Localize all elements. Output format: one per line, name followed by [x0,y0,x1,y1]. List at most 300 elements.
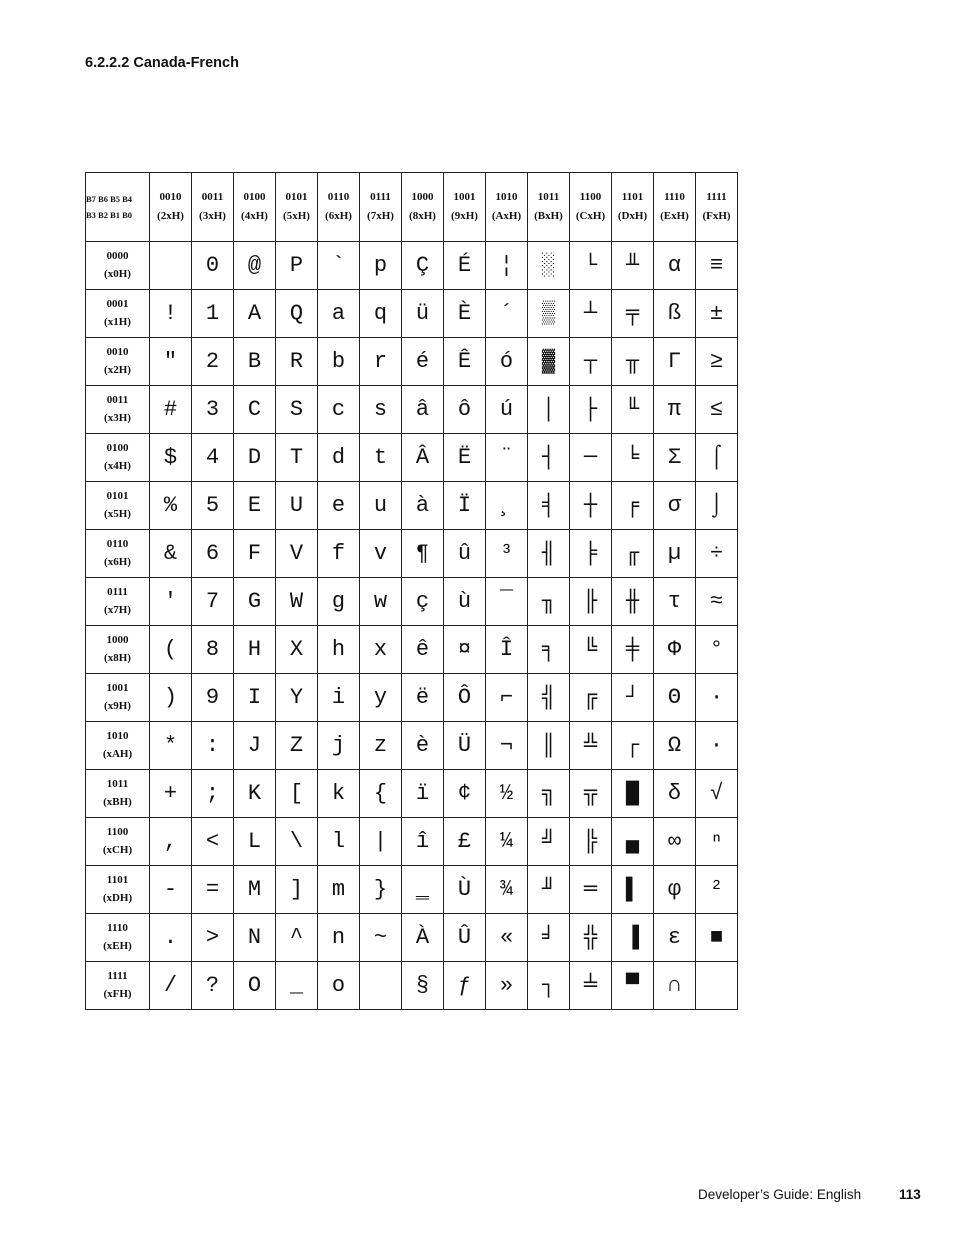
character-cell: π [654,386,696,434]
character-cell: ! [150,290,192,338]
character-cell: ╣ [528,674,570,722]
character-cell: µ [654,530,696,578]
character-cell: ? [192,962,234,1010]
character-cell: ▌ [612,866,654,914]
character-cell: s [360,386,402,434]
row-header-hex: (x9H) [104,699,131,712]
character-cell [360,962,402,1010]
character-cell: ▒ [528,290,570,338]
character-cell: ≈ [696,578,738,626]
character-cell: ç [402,578,444,626]
character-cell: m [318,866,360,914]
character-cell: d [318,434,360,482]
character-cell: ╔ [570,674,612,722]
character-cell: * [150,722,192,770]
row-header-binary: 1111 [107,969,128,982]
character-cell: C [234,386,276,434]
row-header-hex: (x5H) [104,507,131,520]
character-cell: ╒ [612,482,654,530]
character-cell: ‗ [402,866,444,914]
character-cell: p [360,242,402,290]
character-cell: ■ [696,914,738,962]
character-cell: ³ [486,530,528,578]
character-cell: Ë [444,434,486,482]
character-cell: Θ [654,674,696,722]
character-cell: j [318,722,360,770]
table-row [86,482,738,530]
character-cell: Â [402,434,444,482]
character-cell: τ [654,578,696,626]
character-cell: ´ [486,290,528,338]
column-header-hex: (CxH) [570,205,612,242]
character-cell: Q [276,290,318,338]
character-set-table [85,172,738,1010]
character-cell: φ [654,866,696,914]
character-cell: ╙ [612,386,654,434]
row-header-binary: 0111 [107,585,128,598]
column-header-binary: 0101 [276,173,318,206]
character-cell: ° [696,626,738,674]
character-cell: £ [444,818,486,866]
character-cell: ╛ [528,914,570,962]
character-cell: r [360,338,402,386]
character-cell: # [150,386,192,434]
character-cell: ∩ [654,962,696,1010]
character-cell: ╡ [528,482,570,530]
character-cell: t [360,434,402,482]
character-cell: ╬ [570,914,612,962]
column-header-binary: 1111 [696,173,738,206]
character-cell: o [318,962,360,1010]
character-cell: n [318,914,360,962]
row-header-binary: 0001 [106,297,129,310]
character-cell: « [486,914,528,962]
character-cell: ─ [570,434,612,482]
character-cell: L [234,818,276,866]
character-cell: █ [612,770,654,818]
column-header-binary: 1000 [402,173,444,206]
character-cell: ╓ [612,530,654,578]
character-cell: . [150,914,192,962]
character-cell: , [150,818,192,866]
character-cell: Z [276,722,318,770]
column-header-hex: (BxH) [528,205,570,242]
table-row [86,770,738,818]
row-header-hex: (x2H) [104,363,131,376]
table-row [86,674,738,722]
character-cell: ^ [276,914,318,962]
character-cell: ⌐ [486,674,528,722]
column-header-binary: 1010 [486,173,528,206]
character-cell: T [276,434,318,482]
row-header-binary: 0000 [106,249,129,262]
character-cell: e [318,482,360,530]
character-cell: u [360,482,402,530]
character-cell: ( [150,626,192,674]
character-cell: D [234,434,276,482]
character-cell: ┴ [570,290,612,338]
character-cell: 0 [192,242,234,290]
character-cell [696,962,738,1010]
row-header-hex: (xEH) [103,939,132,952]
character-cell: / [150,962,192,1010]
character-cell: V [276,530,318,578]
character-cell: ' [150,578,192,626]
character-cell: ╨ [612,242,654,290]
table-row [86,242,738,290]
character-cell: ß [654,290,696,338]
character-cell: ╕ [528,626,570,674]
row-header-hex: (xCH) [102,843,133,856]
character-cell: ╫ [612,578,654,626]
character-cell: ≥ [696,338,738,386]
character-cell: ¤ [444,626,486,674]
character-cell: ± [696,290,738,338]
character-cell: ┼ [570,482,612,530]
character-cell: ╥ [612,338,654,386]
character-cell: è [402,722,444,770]
character-cell: G [234,578,276,626]
character-cell: ╟ [570,578,612,626]
character-cell: w [360,578,402,626]
column-header-binary: 1101 [612,173,654,206]
row-header-hex: (x0H) [104,267,131,280]
column-header-binary: 0110 [318,173,360,206]
row-header [86,386,150,434]
character-cell: = [192,866,234,914]
character-cell: K [234,770,276,818]
row-header-binary: 1010 [106,729,129,742]
character-cell: ▓ [528,338,570,386]
bit-order-low-label: B3 B2 B1 B0 [86,205,150,242]
character-cell: ∙ [696,674,738,722]
character-cell: a [318,290,360,338]
row-header-binary: 0110 [106,537,129,550]
character-cell: 8 [192,626,234,674]
character-cell: 2 [192,338,234,386]
character-cell: ≤ [696,386,738,434]
row-header [86,866,150,914]
column-header-binary: 0011 [192,173,234,206]
character-cell: ô [444,386,486,434]
character-cell: l [318,818,360,866]
character-cell: \ [276,818,318,866]
character-cell: ù [444,578,486,626]
section-title: 6.2.2.2 Canada-French [85,55,239,71]
character-cell: ï [402,770,444,818]
row-header [86,338,150,386]
column-header-binary: 1011 [528,173,570,206]
character-cell: 5 [192,482,234,530]
character-cell: ] [276,866,318,914]
table-row [86,578,738,626]
character-cell: ² [696,866,738,914]
character-cell: ⌠ [696,434,738,482]
character-cell: U [276,482,318,530]
character-cell: ╜ [528,866,570,914]
character-cell: ┐ [528,962,570,1010]
character-cell: ╤ [612,290,654,338]
column-header-hex: (9xH) [444,205,486,242]
column-header-hex: (FxH) [696,205,738,242]
character-cell [150,242,192,290]
character-cell: - [150,866,192,914]
character-cell: È [444,290,486,338]
character-cell: │ [528,386,570,434]
character-cell: 3 [192,386,234,434]
row-header-hex: (x3H) [104,411,131,424]
character-cell: P [276,242,318,290]
table-row [86,722,738,770]
character-cell: k [318,770,360,818]
row-header [86,530,150,578]
character-cell: : [192,722,234,770]
row-header-binary: 1001 [106,681,129,694]
character-cell: ƒ [444,962,486,1010]
character-cell: z [360,722,402,770]
table-row [86,338,738,386]
character-cell: ╧ [570,962,612,1010]
character-cell: > [192,914,234,962]
character-cell: · [696,722,738,770]
character-cell: N [234,914,276,962]
character-cell: ¨ [486,434,528,482]
character-cell: < [192,818,234,866]
character-cell: Y [276,674,318,722]
row-header [86,242,150,290]
character-cell: % [150,482,192,530]
character-cell: M [234,866,276,914]
character-cell: 6 [192,530,234,578]
character-cell: ╗ [528,770,570,818]
character-cell: ~ [360,914,402,962]
character-cell: ╩ [570,722,612,770]
row-header-hex: (x4H) [104,459,131,472]
character-cell: I [234,674,276,722]
character-cell: ≡ [696,242,738,290]
character-cell: ¦ [486,242,528,290]
character-cell: ╘ [612,434,654,482]
character-cell: F [234,530,276,578]
table-row [86,818,738,866]
table-row [86,914,738,962]
row-header-binary: 0101 [106,489,129,502]
column-header-hex: (4xH) [234,205,276,242]
character-cell: é [402,338,444,386]
row-header [86,722,150,770]
column-header-binary: 1100 [570,173,612,206]
character-cell: " [150,338,192,386]
column-header-binary: 1110 [654,173,696,206]
row-header-binary: 1101 [106,873,129,886]
character-cell: Û [444,914,486,962]
character-cell: ¬ [486,722,528,770]
row-header-hex: (xBH) [103,795,132,808]
column-header-binary: 0100 [234,173,276,206]
character-cell: û [444,530,486,578]
character-cell: i [318,674,360,722]
character-cell: ; [192,770,234,818]
character-cell: E [234,482,276,530]
table-row [86,530,738,578]
character-cell: X [276,626,318,674]
character-cell: 4 [192,434,234,482]
character-cell: J [234,722,276,770]
character-cell: 1 [192,290,234,338]
character-cell: ) [150,674,192,722]
character-cell: $ [150,434,192,482]
row-header [86,674,150,722]
column-header-hex: (7xH) [360,205,402,242]
character-cell: ú [486,386,528,434]
character-cell: Ü [444,722,486,770]
character-cell: { [360,770,402,818]
row-header-hex: (x8H) [104,651,131,664]
character-cell: √ [696,770,738,818]
character-cell: ┌ [612,722,654,770]
row-header [86,434,150,482]
character-cell: ┘ [612,674,654,722]
page-number: 113 [899,1187,921,1202]
character-cell: ¶ [402,530,444,578]
character-cell: ½ [486,770,528,818]
character-cell: à [402,482,444,530]
character-cell: ░ [528,242,570,290]
character-cell: b [318,338,360,386]
table-row [86,626,738,674]
character-cell: ╝ [528,818,570,866]
character-cell: W [276,578,318,626]
character-cell: Î [486,626,528,674]
character-cell: ¾ [486,866,528,914]
character-cell: _ [276,962,318,1010]
row-header-binary: 1110 [107,921,128,934]
character-cell: ╖ [528,578,570,626]
character-cell: S [276,386,318,434]
character-cell: α [654,242,696,290]
character-cell: └ [570,242,612,290]
character-cell: ═ [570,866,612,914]
table-row [86,386,738,434]
column-header-hex: (5xH) [276,205,318,242]
character-cell: â [402,386,444,434]
character-cell: q [360,290,402,338]
row-header-binary: 1011 [106,777,129,790]
character-cell: ▐ [612,914,654,962]
row-header-binary: 0011 [106,393,129,406]
column-header-binary: 0111 [360,173,402,206]
character-cell: g [318,578,360,626]
character-cell: Γ [654,338,696,386]
row-header [86,290,150,338]
character-cell: ÷ [696,530,738,578]
character-cell: § [402,962,444,1010]
column-header-hex: (AxH) [486,205,528,242]
row-header [86,578,150,626]
character-cell: Ï [444,482,486,530]
row-header-binary: 1100 [106,825,129,838]
character-cell: O [234,962,276,1010]
row-header [86,626,150,674]
column-header-hex: (2xH) [150,205,192,242]
character-cell: ⁿ [696,818,738,866]
character-cell: [ [276,770,318,818]
column-header-hex: (8xH) [402,205,444,242]
row-header [86,770,150,818]
character-cell: B [234,338,276,386]
row-header-hex: (xDH) [102,891,133,904]
character-cell: x [360,626,402,674]
row-header-hex: (x1H) [104,315,131,328]
character-cell: y [360,674,402,722]
character-cell: ╦ [570,770,612,818]
character-cell: ▄ [612,818,654,866]
character-cell: σ [654,482,696,530]
character-cell: f [318,530,360,578]
row-header-binary: 1000 [106,633,129,646]
row-header [86,482,150,530]
character-cell: h [318,626,360,674]
character-cell: & [150,530,192,578]
character-cell: ∞ [654,818,696,866]
character-cell: Φ [654,626,696,674]
character-cell: 7 [192,578,234,626]
character-cell: ε [654,914,696,962]
row-header-binary: 0010 [106,345,129,358]
character-cell: î [402,818,444,866]
character-cell: δ [654,770,696,818]
column-header-hex: (DxH) [612,205,654,242]
character-cell: ╚ [570,626,612,674]
character-cell: ó [486,338,528,386]
row-header-hex: (x6H) [104,555,131,568]
character-cell: H [234,626,276,674]
character-cell: ┬ [570,338,612,386]
character-cell: Ç [402,242,444,290]
character-cell: R [276,338,318,386]
character-cell: + [150,770,192,818]
character-cell: Ô [444,674,486,722]
character-cell: } [360,866,402,914]
column-header-binary: 1001 [444,173,486,206]
character-cell: Ù [444,866,486,914]
row-header-hex: (xAH) [102,747,133,760]
character-cell: ║ [528,722,570,770]
character-cell: ¸ [486,482,528,530]
character-cell: ▀ [612,962,654,1010]
character-cell: | [360,818,402,866]
character-cell: ╞ [570,530,612,578]
character-cell: À [402,914,444,962]
character-cell: ë [402,674,444,722]
character-cell: ü [402,290,444,338]
character-cell: É [444,242,486,290]
row-header-binary: 0100 [106,441,129,454]
character-cell: @ [234,242,276,290]
table-row [86,866,738,914]
character-cell: ╪ [612,626,654,674]
table-row [86,434,738,482]
column-header-binary: 0010 [150,173,192,206]
bit-order-high-label: B7 B6 B5 B4 [86,173,150,206]
character-cell: ¼ [486,818,528,866]
character-cell: Σ [654,434,696,482]
character-cell: A [234,290,276,338]
column-header-hex: (6xH) [318,205,360,242]
character-cell: 9 [192,674,234,722]
row-header [86,962,150,1010]
row-header-hex: (xFH) [103,987,132,1000]
